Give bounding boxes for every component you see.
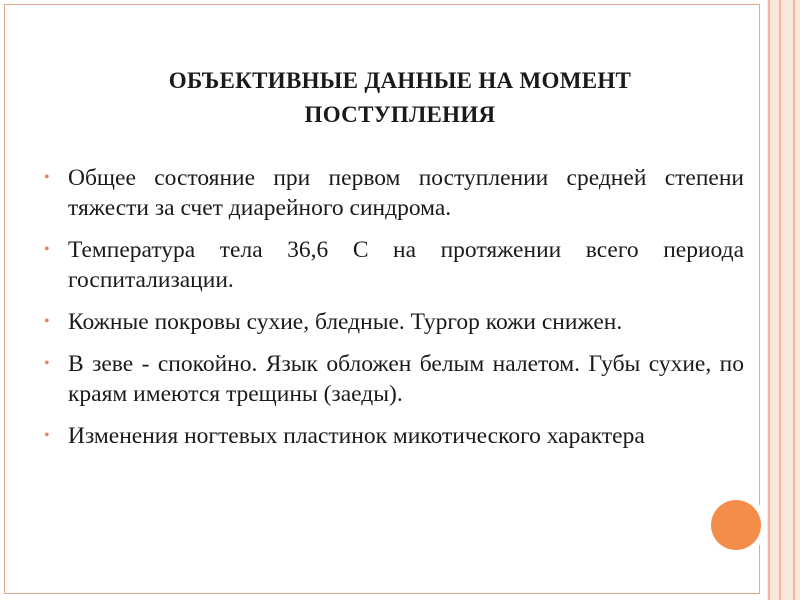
decorative-stripe-band: [767, 0, 800, 600]
bullet-text: Кожные покровы сухие, бледные. Тургор кожи снижен.: [68, 309, 623, 335]
slide-title-line-2: ПОСТУПЛЕНИЯ: [304, 102, 496, 127]
bullet-item: [44, 163, 744, 223]
bullet-list: [44, 163, 744, 463]
bullet-text: Изменения ногтевых пластинок микотического характера: [68, 423, 645, 449]
bullet-text: Температура тела 36,6 С на протяжении всего периода госпитализации.: [68, 237, 744, 293]
bullet-dot-icon: •: [44, 169, 50, 186]
bullet-dot-icon: •: [44, 313, 50, 330]
bullet-item: [44, 349, 744, 409]
decorative-circle-icon: [711, 500, 761, 550]
bullet-dot-icon: •: [44, 427, 50, 444]
bullet-dot-icon: •: [44, 241, 50, 258]
slide-title: [60, 64, 740, 132]
decorative-stripe-line: [793, 0, 795, 600]
bullet-text: Общее состояние при первом поступлении средней степени тяжести за счет диарейного синдрома.: [68, 165, 744, 221]
slide-title-line-1: ОБЪЕКТИВНЫЕ ДАННЫЕ НА МОМЕНТ: [168, 68, 632, 93]
bullet-item: [44, 307, 744, 337]
bullet-text: В зеве - спокойно. Язык обложен белым налетом. Губы сухие, по краям имеются трещины (заеды).: [68, 351, 744, 407]
decorative-stripe-line: [779, 0, 781, 600]
bullet-dot-icon: •: [44, 355, 50, 372]
bullet-item: [44, 421, 744, 451]
bullet-item: [44, 235, 744, 295]
decorative-stripe-line: [768, 0, 770, 600]
